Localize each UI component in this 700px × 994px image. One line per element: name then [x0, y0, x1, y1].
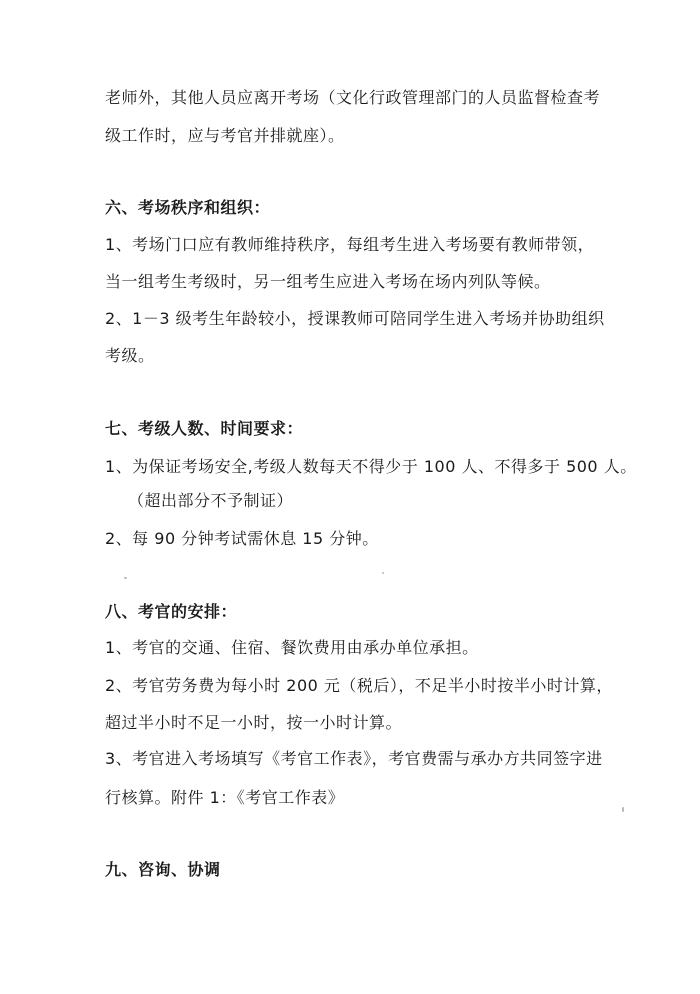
scan-speck — [382, 572, 384, 574]
section-7-heading: 七、考级人数、时间要求： — [105, 419, 304, 438]
section-8-item-1-line-1: 1、考官的交通、住宿、餐饮费用由承办单位承担。 — [105, 638, 479, 657]
intro-line-2: 级工作时，应与考官并排就座）。 — [105, 126, 345, 145]
section-8-item-3-line-2: 行核算。附件 1：《考官工作表》 — [105, 788, 345, 807]
scan-speck — [124, 577, 127, 579]
section-7-item-1-line-2: （超出部分不予制证） — [128, 491, 294, 510]
section-6-item-1-line-1: 1、考场门口应有教师维持秩序，每组考生进入考场要有教师带领， — [105, 235, 595, 254]
section-8-item-2-line-1: 2、考官劳务费为每小时 200 元（税后），不足半小时按半小时计算， — [105, 676, 613, 695]
section-9-heading: 九、咨询、协调 — [105, 860, 221, 879]
section-6-item-2-line-1: 2、1－3 级考生年龄较小，授课教师可陪同学生进入考场并协助组织 — [105, 309, 605, 328]
scan-speck — [622, 807, 624, 812]
section-8-item-3-line-1: 3、考官进入考场填写《考官工作表》，考官费需与承办方共同签字进 — [105, 749, 603, 768]
section-7-item-1-line-1: 1、为保证考场安全,考级人数每天不得少于 100 人、不得多于 500 人。 — [105, 457, 637, 476]
section-6-heading: 六、考场秩序和组织： — [105, 198, 271, 217]
section-6-item-1-line-2: 当一组考生考级时，另一组考生应进入考场在场内列队等候。 — [105, 272, 551, 291]
section-6-item-2-line-2: 考级。 — [105, 346, 155, 365]
section-8-heading: 八、考官的安排： — [105, 602, 238, 621]
section-8-item-2-line-2: 超过半小时不足一小时，按一小时计算。 — [105, 713, 403, 732]
section-7-item-2-line-1: 2、每 90 分钟考试需休息 15 分钟。 — [105, 529, 379, 548]
intro-line-1: 老师外，其他人员应离开考场（文化行政管理部门的人员监督检查考 — [105, 88, 601, 107]
